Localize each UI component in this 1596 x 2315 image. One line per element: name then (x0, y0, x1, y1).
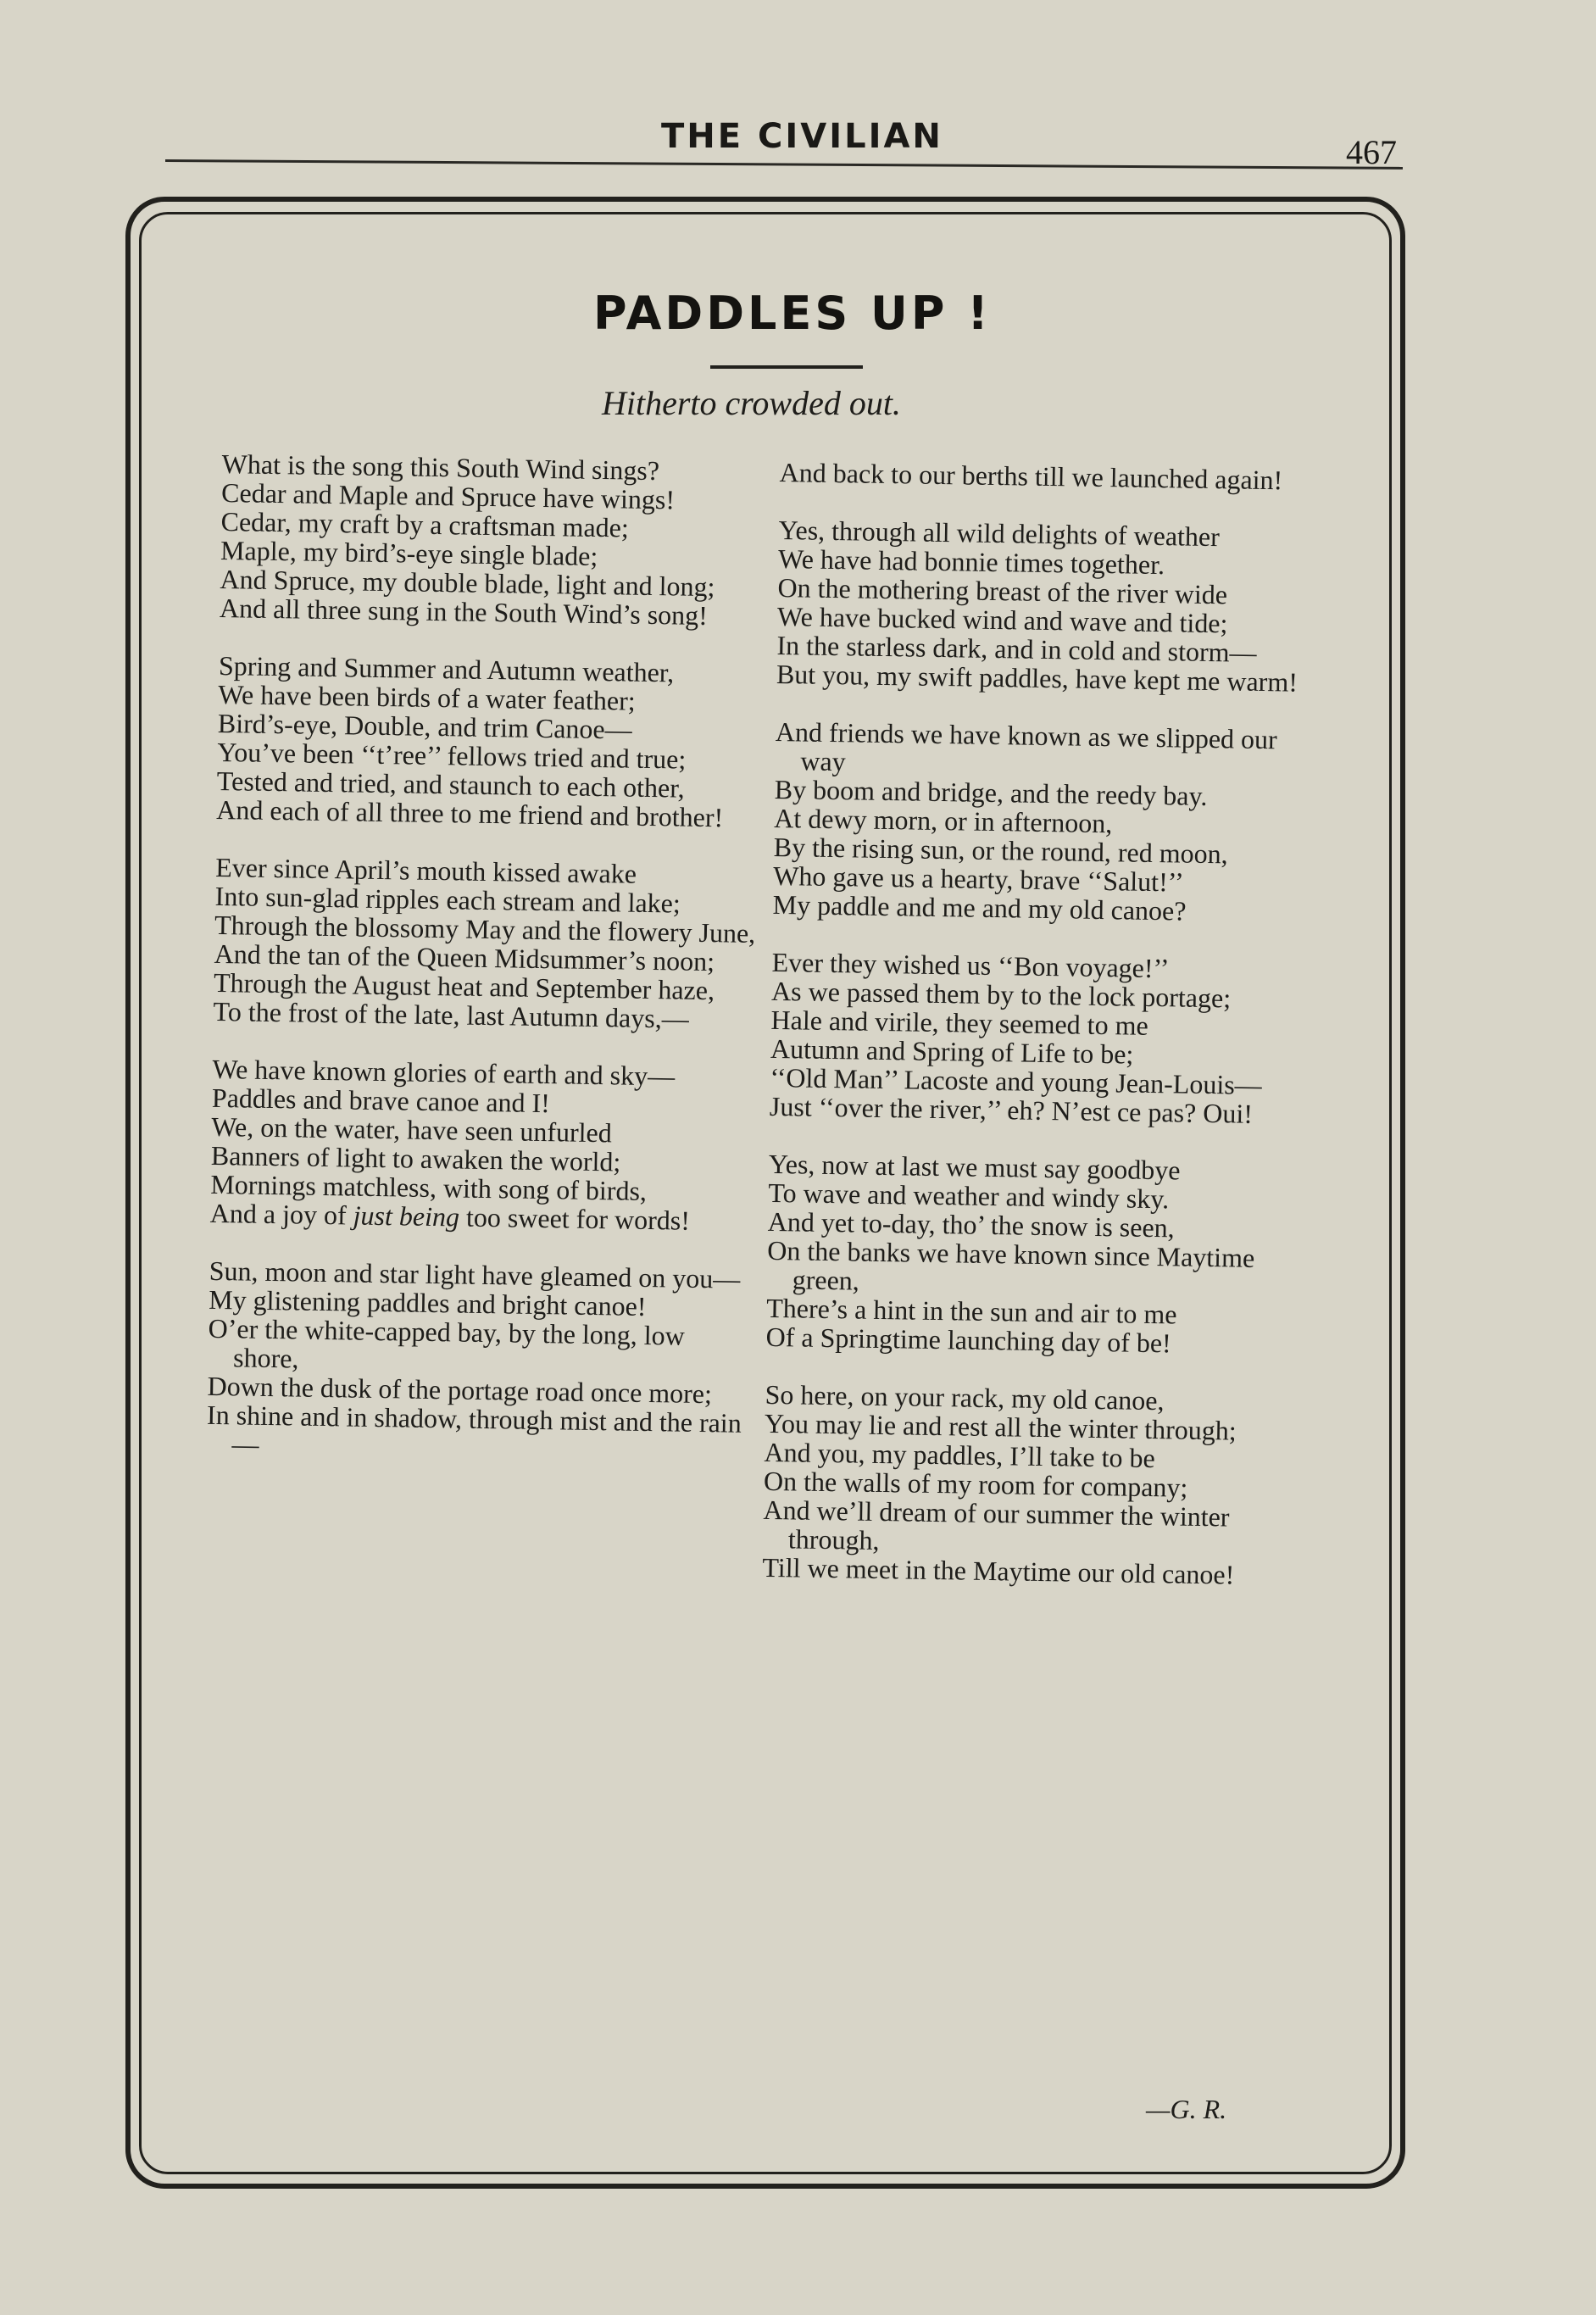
poem-line: Of a Springtime launching day of be! (765, 1321, 1172, 1359)
poem-line: And back to our berths till we launched again! (779, 457, 1283, 496)
poem-line: Spring and Summer and Autumn weather, (218, 649, 675, 688)
poem-line: Tested and tried, and staunch to each other, (216, 765, 685, 804)
poem-line: By boom and bridge, and the reedy bay. (774, 773, 1208, 811)
poem-line: In shine and in shadow, through mist and the rain— (206, 1399, 742, 1460)
poem-line: There’s a hint in the sun and air to me (765, 1292, 1177, 1330)
poem-stanza (206, 1256, 752, 1466)
poem-line: You may lie and rest all the winter through; (764, 1407, 1237, 1446)
poem-line: Paddles and brave canoe and I! (211, 1082, 551, 1119)
poem-subtitle: Hitherto crowded out. (602, 384, 901, 422)
poem-line: On the mothering breast of the river wide (777, 571, 1228, 610)
poem-right-column (762, 458, 1322, 1590)
poem-line: And Spruce, my double blade, light and long; (220, 563, 715, 603)
poem-line: O’er the white-capped bay, by the long, low shore, (208, 1312, 686, 1374)
poem-stanza (772, 717, 1318, 927)
poem-line: And a joy of just being too sweet for words! (209, 1197, 691, 1236)
poem-line: So here, on your rack, my old canoe, (765, 1378, 1165, 1416)
poem-stanza (779, 458, 1321, 495)
title-rule (710, 365, 863, 369)
poem-line: Through the August heat and September haze, (213, 966, 715, 1006)
poem-line: Down the dusk of the portage road once more; (207, 1370, 713, 1410)
poem-line: Through the blossomy May and the flowery June, (214, 909, 756, 949)
poem-line: Yes, now at last we must say goodbye (768, 1148, 1181, 1186)
poem-line: And you, my paddles, I’ll take to be (764, 1436, 1156, 1474)
poem-stanza (210, 1055, 755, 1236)
poem-stanza (776, 515, 1321, 697)
page-number: 467 (1346, 133, 1397, 171)
poem-stanza (770, 948, 1315, 1129)
poem-line: At dewy morn, or in afternoon, (774, 802, 1113, 839)
poem-line: To the frost of the late, last Autumn days,— (213, 995, 690, 1034)
poem-line: We, on the water, have seen unfurled (211, 1110, 613, 1149)
poem-line: Maple, my bird’s-eye single blade; (220, 534, 598, 571)
poem-line: Who gave us a hearty, brave ‘‘Salut!’’ (772, 860, 1184, 898)
poem-line: Yes, through all wild delights of weather (778, 514, 1221, 553)
poem-stanza (765, 1149, 1311, 1360)
poem-line: On the walls of my room for company; (763, 1465, 1188, 1503)
poem-line: Hale and virile, they seemed to me (770, 1004, 1148, 1041)
poem-line: And we’ll dream of our summer the winter through, (763, 1494, 1230, 1556)
poem-line: And each of all three to me friend and brother! (216, 793, 724, 833)
poem-stanza (762, 1380, 1308, 1590)
poem-line: And the tan of the Queen Midsummer’s noon; (214, 938, 715, 977)
poem-line: We have known glories of earth and sky— (212, 1053, 676, 1092)
poem-line: My paddle and me and my old canoe? (772, 888, 1187, 927)
poem-line: What is the song this South Wind sings? (221, 448, 660, 487)
poem-line: Ever since April’s mouth kissed awake (214, 851, 637, 889)
header-rule (165, 159, 1403, 170)
poem-line: As we passed them by to the lock portage; (770, 975, 1232, 1014)
poem-line: Cedar and Maple and Spruce have wings! (220, 476, 676, 515)
poem-line: Into sun-glad ripples each stream and lake; (214, 880, 681, 919)
poem-line: In the starless dark, and in cold and storm— (776, 629, 1257, 668)
poem-line: And all three sung in the South Wind’s song! (219, 592, 709, 632)
poem-stanza (213, 853, 758, 1034)
poem-stanza (220, 449, 765, 631)
poem-signature: —G. R. (1146, 2094, 1227, 2124)
poem-line: We have had bonnie times together. (777, 543, 1165, 581)
poem-line: My glistening paddles and bright canoe! (208, 1283, 647, 1322)
poem-line: But you, my swift paddles, have kept me warm! (776, 658, 1298, 698)
poem-line: You’ve been ‘‘t’ree’’ fellows tried and true; (217, 736, 687, 775)
poem-line: By the rising sun, or the round, red moon, (773, 831, 1228, 870)
poem-stanza (216, 651, 761, 832)
running-header: THE CIVILIAN (661, 117, 943, 156)
poem-title: PADDLES UP ! (593, 287, 992, 340)
poem-line: Mornings matchless, with song of birds, (210, 1168, 648, 1206)
poem-line: And friends we have known as we slipped our way (775, 715, 1277, 777)
poem-left-column (206, 449, 765, 1466)
poem-line: Autumn and Spring of Life to be; (770, 1032, 1134, 1070)
poem-line: Banners of light to awaken the world; (210, 1139, 621, 1177)
poem-line: Bird’s-eye, Double, and trim Canoe— (217, 707, 632, 745)
poem-line: And yet to-day, tho’ the snow is seen, (767, 1205, 1175, 1244)
poem-line: On the banks we have known since Maytime green, (767, 1234, 1255, 1296)
poem-line: Cedar, my craft by a craftsman made; (220, 505, 630, 543)
poem-line: Till we meet in the Maytime our old canoe! (762, 1551, 1235, 1590)
poem-line: Just ‘‘over the river,’’ eh? N’est ce pas? Oui! (769, 1090, 1254, 1129)
poem-line: We have bucked wind and wave and tide; (776, 600, 1228, 639)
poem-line: Sun, moon and star light have gleamed on you— (209, 1255, 741, 1294)
poem-line: To wave and weather and windy sky. (768, 1177, 1170, 1215)
poem-line: We have been birds of a water feather; (218, 678, 636, 716)
poem-line: ‘‘Old Man’’ Lacoste and young Jean-Louis— (770, 1061, 1262, 1101)
poem-line: Ever they wished us ‘‘Bon voyage!’’ (771, 946, 1170, 984)
